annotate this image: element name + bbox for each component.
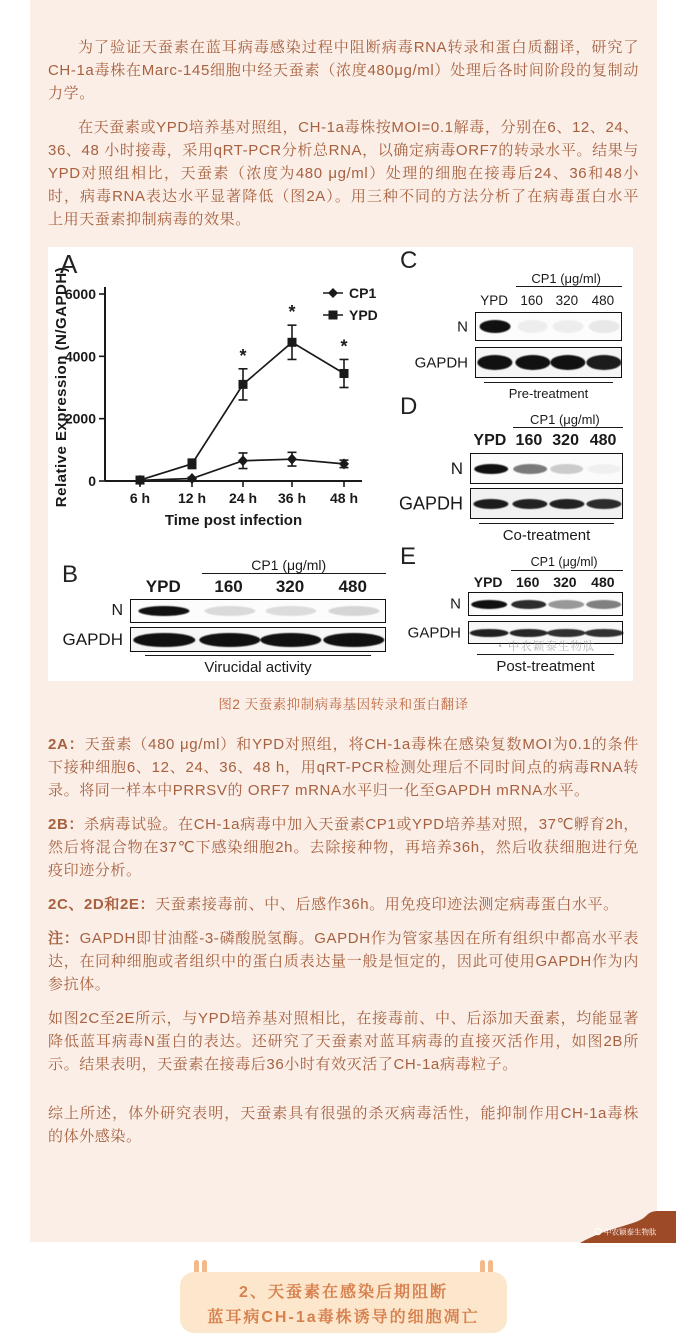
blot-box-GAPDH [475, 347, 622, 378]
svg-text:48 h: 48 h [329, 490, 359, 506]
note-2b: 2B：杀病毒试验。在CH-1a病毒中加入天蚕素CP1或YPD培养基对照，37℃孵育2h，然后将混合物在37℃下感染细胞2h。去除接种物，再培养36h，然后收获细胞进行免疫印迹分析。 [48, 816, 639, 879]
svg-text:*: * [340, 336, 348, 357]
row-label-N: N [111, 602, 123, 619]
lane-label-160: 160 [520, 293, 543, 308]
lane-label-YPD: YPD [145, 577, 181, 596]
intro-paragraph-1: 为了验证天蚕素在蓝耳病毒感染过程中阻断病毒RNA转录和蛋白质翻译，研究了CH-1a毒株在Marc-145细胞中经天蚕素（浓度480μg/ml）处理后各时间阶段的复制动力学。 [48, 39, 639, 102]
figure-caption: 图2 天蚕素抑制病毒基因转录和蛋白翻译 [218, 697, 469, 712]
protein-band [328, 606, 379, 616]
protein-band [548, 600, 584, 609]
panel-a-line-chart [50, 249, 398, 537]
svg-text:2000: 2000 [64, 410, 96, 427]
blot-box-N [468, 592, 623, 616]
brand-badge-label: 中农颖泰生物肽 [604, 1227, 657, 1237]
protein-band [260, 633, 321, 647]
protein-band [470, 629, 509, 637]
protein-band [587, 464, 621, 474]
brand-wave-badge [580, 1211, 676, 1243]
row-label-N: N [450, 458, 463, 478]
blot-box-N [130, 599, 386, 623]
svg-text:*: * [239, 345, 247, 366]
svg-text:CP1: CP1 [349, 285, 377, 301]
protein-band [517, 320, 548, 333]
panel-b-label: B [62, 561, 79, 588]
treatment-label: Post-treatment [496, 658, 595, 675]
svg-text:6 h: 6 h [129, 490, 151, 506]
protein-band [587, 499, 622, 509]
panel-e-label: E [400, 543, 417, 570]
svg-text:6000: 6000 [64, 286, 96, 302]
svg-text:Relative Expression (N/GAPDH): Relative Expression (N/GAPDH) [53, 266, 70, 508]
panel-a-label: A [60, 249, 78, 279]
note-gapdh: 注：GAPDH即甘油醛-3-磷酸脱氢酶。GAPDH作为管家基因在所有组织中都高水平表达，在同种细胞或者组织中的蛋白质表达量一般是恒定的，因此可使用GAPDH作为内参抗体。 [48, 930, 639, 993]
lane-label-480: 480 [591, 293, 615, 308]
cp1-concentration-header: CP1 (μg/ml) [530, 412, 600, 427]
lane-label-320: 320 [275, 577, 305, 596]
panel-a-chart-svg [50, 249, 398, 537]
lane-label-320: 320 [552, 432, 579, 449]
protein-band [323, 633, 384, 647]
protein-band [550, 355, 585, 370]
treatment-label: Co-treatment [502, 527, 591, 544]
article-page [30, 0, 657, 1242]
lane-label-YPD: YPD [480, 293, 508, 308]
svg-text:4000: 4000 [64, 348, 96, 365]
protein-band [584, 629, 623, 637]
conclusion-paragraph: 综上所述，体外研究表明，天蚕素具有很强的杀灭病毒活性，能抑制作用CH-1a毒株的体外感染。 [48, 1105, 639, 1145]
svg-text:YPD: YPD [349, 307, 378, 323]
blot-box-GAPDH [470, 488, 623, 519]
protein-band [549, 499, 584, 509]
lane-label-480: 480 [591, 574, 615, 590]
figure-2 [48, 247, 633, 681]
treatment-label: Pre-treatment [508, 386, 589, 401]
protein-band [134, 633, 195, 647]
protein-band [204, 606, 255, 616]
svg-text:12 h: 12 h [177, 490, 207, 506]
protein-band [512, 499, 547, 509]
panel-e-blot [396, 545, 628, 681]
intro-paragraph-2: 在天蚕素或YPD培养基对照组，CH-1a毒株按MOI=0.1解毒，分别在6、12、24、36、48 小时接毒，采用qRT-PCR分析总RNA，以确定病毒ORF7的转录水平。结果与YPD对照组相比，天蚕素（浓度为480 μg/ml）处理的细胞在接毒后24、36和48小时，病毒RNA表达水平显著降低（图2A）。用三种不同的方法分析了在病毒蛋白水平上用天蚕素抑制病毒的效果。 [48, 119, 639, 228]
protein-band [552, 320, 583, 333]
protein-band [474, 464, 508, 474]
protein-band [586, 600, 622, 609]
treatment-label: Virucidal activity [204, 659, 312, 676]
protein-band [588, 320, 619, 333]
protein-band [511, 600, 547, 609]
panel-c-label: C [400, 247, 418, 274]
row-label-N: N [457, 318, 468, 335]
cp1-concentration-header: CP1 (μg/ml) [531, 271, 601, 286]
note-2cde: 2C、2D和2E：天蚕素接毒前、中、后感作36h。用免疫印迹法测定病毒蛋白水平。 [48, 896, 619, 913]
lane-label-480: 480 [589, 432, 617, 449]
lane-label-320: 320 [555, 293, 579, 308]
lane-label-YPD: YPD [473, 574, 503, 590]
cp1-concentration-header: CP1 (μg/ml) [530, 555, 598, 569]
next-section-title-line1: 2、天蚕素在感染后期阻断 [239, 1284, 448, 1301]
cp1-concentration-header: CP1 (μg/ml) [251, 557, 327, 573]
panel-c-blot [396, 247, 628, 411]
row-label-GAPDH: GAPDH [414, 354, 468, 371]
blot-box-GAPDH [130, 627, 386, 652]
blot-box-N [470, 453, 623, 484]
svg-text:Time post infection: Time post infection [164, 512, 303, 529]
lane-label-YPD: YPD [473, 432, 507, 449]
lane-label-480: 480 [338, 577, 367, 596]
protein-band [199, 633, 260, 647]
panel-d-label: D [400, 393, 418, 420]
row-label-GAPDH: GAPDH [398, 493, 463, 513]
image-watermark: ◔ 中农颖泰生物肽 [495, 641, 596, 653]
next-section-title-line2: 蓝耳病CH-1a毒株诱导的细胞凋亡 [207, 1309, 480, 1326]
row-label-N: N [450, 595, 461, 613]
protein-band [139, 606, 190, 616]
row-label-GAPDH: GAPDH [407, 624, 461, 641]
protein-band [586, 355, 621, 370]
svg-text:24 h: 24 h [228, 490, 258, 506]
next-section-card [180, 1272, 507, 1333]
lane-label-160: 160 [515, 574, 540, 590]
lane-label-160: 160 [214, 577, 243, 596]
note-2a: 2A：天蚕素（480 μg/ml）和YPD对照组，将CH-1a毒株在感染复数MOI为0.1的条件下接种细胞6、12、24、36、48 h，用qRT-PCR检测处理后不同时间点的病毒RNA转录。将同一样本中PRRSV的 ORF7 mRNA水平归一化至GAPDH mRNA水平。 [48, 736, 639, 799]
svg-text:0: 0 [88, 473, 96, 489]
protein-band [473, 499, 508, 509]
svg-text:36 h: 36 h [277, 490, 307, 506]
lane-label-320: 320 [553, 574, 577, 590]
protein-band [509, 629, 548, 637]
protein-band [515, 355, 550, 370]
protein-band [547, 629, 586, 637]
svg-text:*: * [288, 302, 296, 323]
protein-band [550, 464, 584, 474]
blot-box-N [475, 312, 622, 341]
panel-b-blot [56, 541, 406, 681]
protein-band [480, 320, 511, 333]
protein-band [513, 464, 547, 474]
brand-logo-icon [595, 1228, 601, 1234]
protein-band [471, 600, 507, 609]
lane-label-160: 160 [515, 432, 543, 449]
results-paragraph: 如图2C至2E所示，与YPD培养基对照相比，在接毒前、中、后添加天蚕素，均能显著降低蓝耳病毒N蛋白的表达。还研究了天蚕素对蓝耳病毒的直接灭活作用，如图2B所示。结果表明，天蚕素在接毒后36小时有效灭活了CH-1a病毒粒子。 [48, 1010, 639, 1073]
protein-band [265, 606, 316, 616]
protein-band [477, 355, 512, 370]
row-label-GAPDH: GAPDH [62, 629, 123, 649]
